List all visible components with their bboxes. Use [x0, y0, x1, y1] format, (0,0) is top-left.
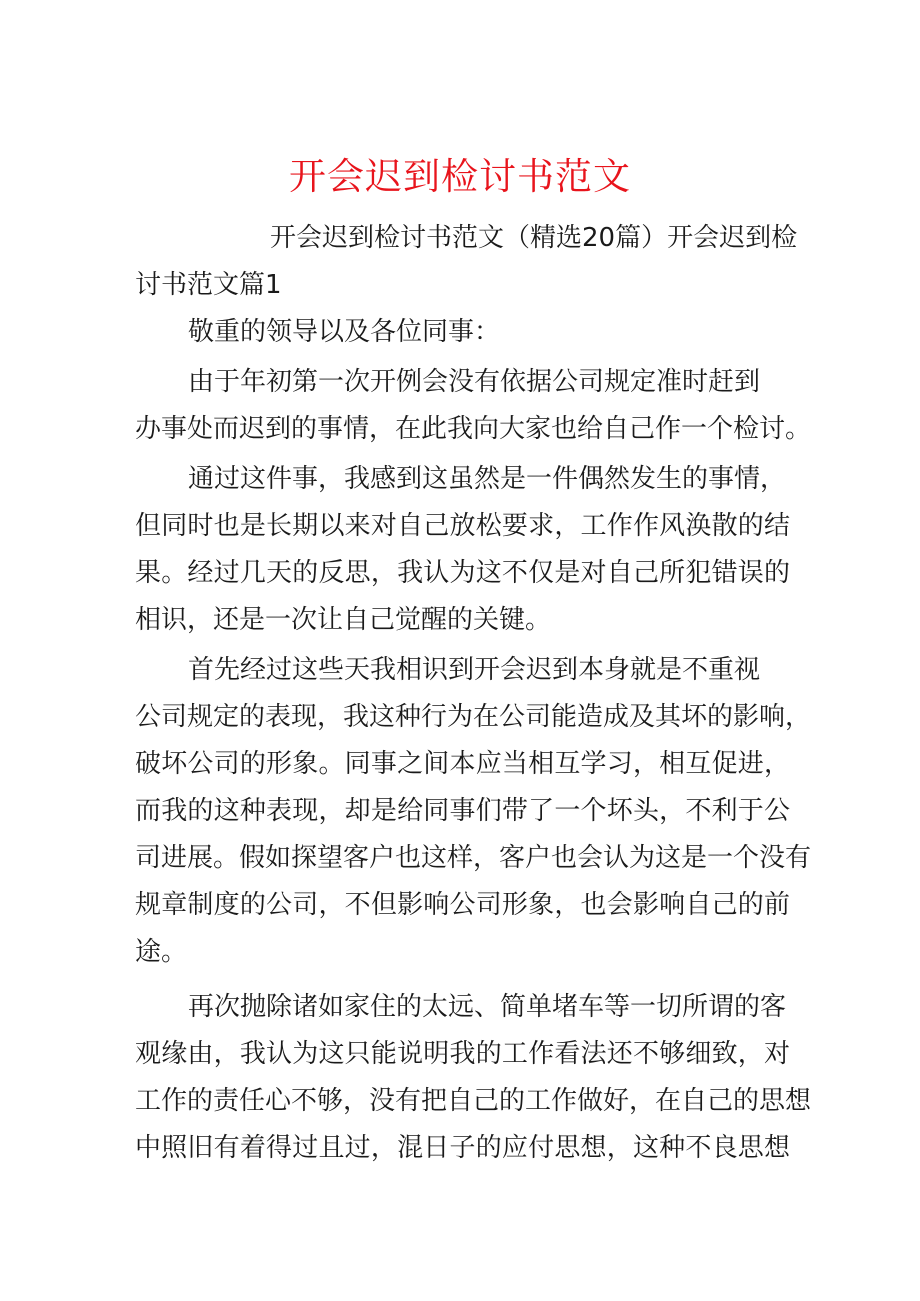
- paragraph-line: 果。经过几天的反思，我认为这不仅是对自己所犯错误的: [135, 558, 790, 588]
- paragraph-line: 而我的这种表现，却是给同事们带了一个坏头，不利于公: [135, 796, 790, 826]
- document-title: 开会迟到检讨书范文: [289, 155, 631, 198]
- intro-line: 开会迟到检讨书范文（精选20篇）开会迟到检: [270, 223, 798, 253]
- salutation: 敬重的领导以及各位同事：: [188, 317, 501, 347]
- paragraph-line: 中照旧有着得过且过，混日子的应付思想，这种不良思想: [135, 1133, 790, 1163]
- intro-line: 讨书范文篇1: [135, 270, 282, 300]
- paragraph-line: 首先经过这些天我相识到开会迟到本身就是不重视: [188, 655, 761, 685]
- paragraph-line: 公司规定的表现，我这种行为在公司能造成及其坏的影响，: [135, 702, 812, 732]
- paragraph-line: 破坏公司的形象。同事之间本应当相互学习，相互促进，: [135, 749, 790, 779]
- paragraph-line: 途。: [135, 937, 188, 967]
- paragraph-line: 观缘由，我认为这只能说明我的工作看法还不够细致，对: [135, 1039, 790, 1069]
- paragraph-line: 但同时也是长期以来对自己放松要求，工作作风涣散的结: [135, 511, 790, 541]
- paragraph-line: 通过这件事，我感到这虽然是一件偶然发生的事情，: [188, 464, 787, 494]
- paragraph-line: 再次抛除诸如家住的太远、简单堵车等一切所谓的客: [188, 992, 787, 1022]
- paragraph-line: 司进展。假如探望客户也这样，客户也会认为这是一个没有: [135, 843, 812, 873]
- paragraph-line: 由于年初第一次开例会没有依据公司规定准时赶到: [188, 367, 761, 397]
- paragraph-line: 办事处而迟到的事情，在此我向大家也给自己作一个检讨。: [135, 414, 812, 444]
- paragraph-line: 工作的责任心不够，没有把自己的工作做好，在自己的思想: [135, 1086, 812, 1116]
- paragraph-line: 规章制度的公司，不但影响公司形象，也会影响自己的前: [135, 890, 790, 920]
- paragraph-line: 相识，还是一次让自己觉醒的关键。: [135, 605, 552, 635]
